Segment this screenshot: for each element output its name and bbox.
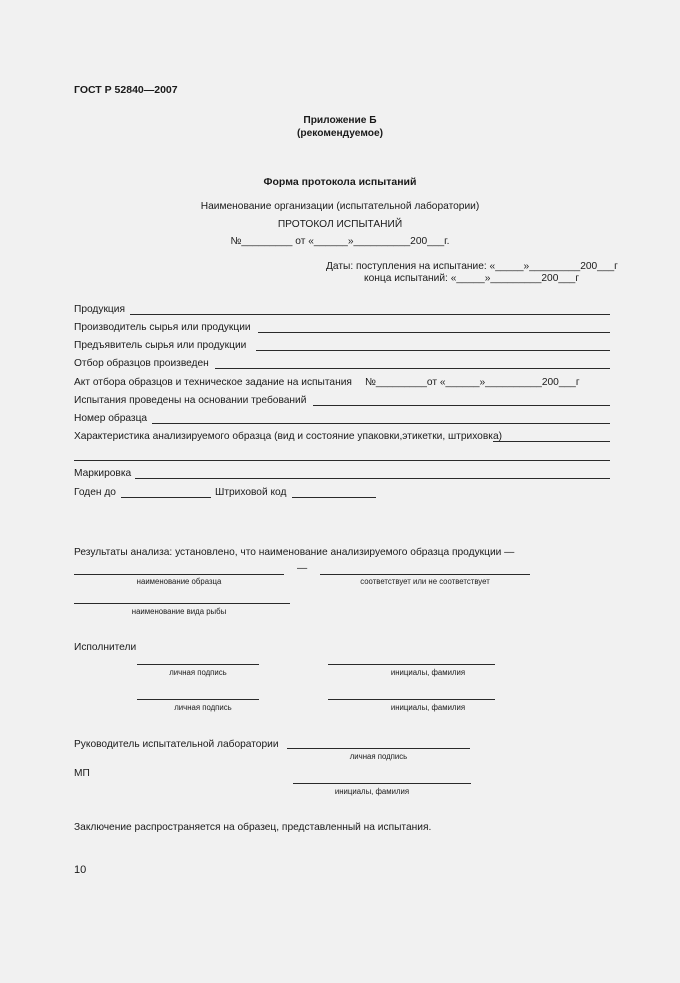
- field-sampling-label: Отбор образцов произведен: [74, 358, 209, 369]
- appendix-subtitle: (рекомендуемое): [296, 128, 384, 139]
- results-fish-line: [74, 603, 290, 604]
- executor-2-signature-line: [137, 699, 259, 700]
- field-test-basis-line: [313, 405, 610, 406]
- caption-sample-name: наименование образца: [136, 577, 222, 586]
- form-title: Форма протокола испытаний: [263, 176, 417, 188]
- field-marking-line: [135, 478, 610, 479]
- field-characteristics-line: [493, 441, 610, 442]
- field-presenter-line: [256, 350, 610, 351]
- dates-end: конца испытаний: «_____»_________200___г: [364, 273, 580, 284]
- field-sampling-act-number: №_________от «______»__________200___г: [365, 377, 580, 388]
- head-of-lab-label: Руководитель испытательной лаборатории: [74, 739, 279, 750]
- field-product-label: Продукция: [74, 304, 125, 315]
- protocol-number-line: №_________ от «______»__________200___г.: [230, 236, 450, 247]
- results-conformity-line: [320, 574, 530, 575]
- head-initials-caption: инициалы, фамилия: [334, 787, 410, 796]
- results-dash: —: [297, 563, 308, 574]
- organization-line: Наименование организации (испытательной лаборатории): [200, 201, 480, 212]
- executor-1-signature-line: [137, 664, 259, 665]
- field-presenter-label: Предъявитель сырья или продукции: [74, 340, 247, 351]
- field-product-line: [130, 314, 610, 315]
- protocol-title: ПРОТОКОЛ ИСПЫТАНИЙ: [277, 219, 403, 230]
- field-manufacturer-label: Производитель сырья или продукции: [74, 322, 251, 333]
- executor-1-initials-caption: инициалы, фамилия: [390, 668, 466, 677]
- results-text: Результаты анализа: установлено, что наименование анализируемого образца продукции —: [74, 547, 515, 558]
- executor-1-signature-caption: личная подпись: [169, 668, 227, 677]
- field-valid-until-line: [121, 497, 211, 498]
- field-sample-number-line: [152, 423, 610, 424]
- field-valid-until-label: Годен до: [74, 487, 116, 498]
- field-characteristics-label: Характеристика анализируемого образца (вид и состояние упаковки,этикетки, штриховка): [74, 431, 502, 442]
- field-sampling-line: [215, 368, 610, 369]
- caption-conformity: соответствует или не соответствует: [360, 577, 490, 586]
- executor-1-initials-line: [328, 664, 495, 665]
- conclusion-text: Заключение распространяется на образец, представленный на испытания.: [74, 822, 432, 833]
- executor-2-initials-line: [328, 699, 495, 700]
- field-sample-number-label: Номер образца: [74, 413, 148, 424]
- field-barcode-label: Штриховой код: [215, 487, 287, 498]
- executors-title: Исполнители: [74, 642, 137, 653]
- field-sampling-act-label: Акт отбора образцов и техническое задание на испытания: [74, 377, 352, 388]
- page-number: 10: [74, 864, 87, 876]
- head-signature-caption: личная подпись: [349, 752, 408, 761]
- stamp-label: МП: [74, 768, 90, 779]
- field-marking-label: Маркировка: [74, 468, 132, 479]
- field-manufacturer-line: [258, 332, 610, 333]
- executor-2-signature-caption: личная подпись: [174, 703, 232, 712]
- head-signature-line: [287, 748, 470, 749]
- dates-received: Даты: поступления на испытание: «_____»_________200___г: [326, 261, 618, 272]
- head-initials-line: [293, 783, 471, 784]
- document-code: ГОСТ Р 52840—2007: [74, 84, 178, 96]
- results-sample-name-line: [74, 574, 284, 575]
- executor-2-initials-caption: инициалы, фамилия: [390, 703, 466, 712]
- field-test-basis-label: Испытания проведены на основании требований: [74, 395, 307, 406]
- appendix-title: Приложение Б: [303, 115, 377, 126]
- field-characteristics-line-2: [74, 460, 610, 461]
- caption-fish-species: наименование вида рыбы: [131, 607, 227, 616]
- field-barcode-line: [292, 497, 376, 498]
